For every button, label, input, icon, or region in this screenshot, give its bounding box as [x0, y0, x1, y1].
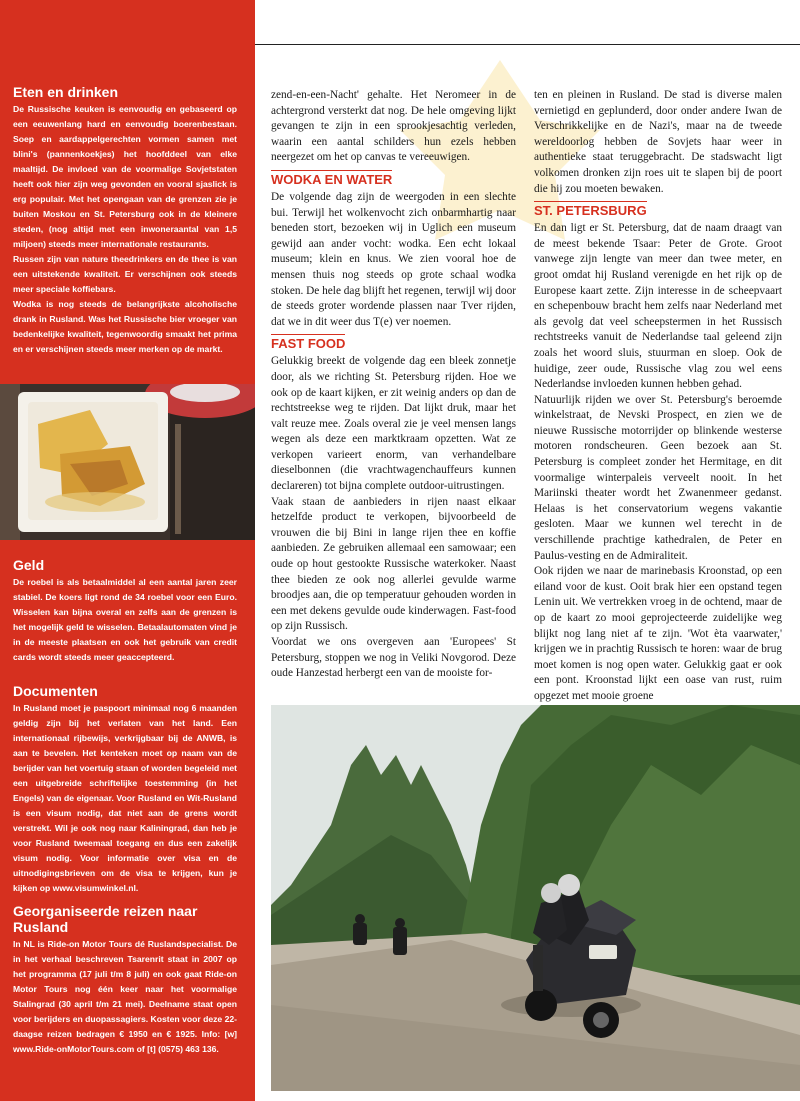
food-photo-illustration [0, 384, 255, 540]
food-photo [0, 384, 255, 540]
stp-paragraph-2: Natuurlijk rijden we over St. Petersburg's beroemde winkelstraat, de Nevski Prospect, en zien we de nieuwe Russische motorrijder op blinkende westerse motoren rondscheuren. Geen bezoek aan St. Petersburg is compleet zonder het Hermitage, en dit voormalige winterpaleis verveelt nooit. In het Mariinski theater wordt het Zwanenmeer gedanst. Helaas is het conservatorium wegens vakantie gesloten. Maar we kunnen wel terecht in de verschillende prachtige kathedralen, de Peter en Paulus-vesting en de Admiraliteit. [534, 393, 782, 562]
section-eten-en-drinken [13, 84, 237, 357]
fastfood-paragraph-3: Voordat we ons overgeven aan 'Europees' St Petersburg, stoppen we nog in Veliki Novgorod. Deze oude Hanzestad herbergt een van de mooiste for- [271, 636, 516, 680]
heading-georganiseerde-reizen: Georganiseerde reizen naar Rusland [13, 903, 198, 935]
section-geld [13, 557, 237, 665]
motorcycle-road-photo [271, 705, 800, 1091]
reizen-paragraph: In NL is Ride-on Motor Tours dé Ruslandspecialist. De in het verhaal beschreven Tsarenrit staat in 2007 op het programma (17 juli t/m 8 juli) en ook gaat Ride-on Motor Tours nog één keer naar het voormalige Stalingrad (30 april t/m 21 mei). Deelname staat open voor berijders en duopassagiers. Kosten voor deze 22-daagse reizen bedragen € 1950 en € 1925. Info: [w] www.Ride-onMotorTours.com of [t] (0575) 463 136. [13, 939, 237, 1054]
motorcycle-road-illustration [271, 705, 800, 1091]
fastfood-paragraph-1: Gelukkig breekt de volgende dag een bleek zonnetje door, als we richting St. Petersburg rijden. Hoe we ook op de kaart kijken, er zit weinig anders op dan de rechtstreekse weg te rijden. Dat lijkt druk, maar het valt reuze mee. Zoals overal zie je veel mensen langs wegen als deze een marktkraam opzetten. Wat ze verkopen varieert enorm, van verhandelbare dieselbonnen (die vrachtwagenchauffeurs kunnen declareren) tot bijna complete outdoor-uitrustingen. [271, 355, 516, 493]
heading-eten-en-drinken: Eten en drinken [13, 84, 119, 100]
heading-st-petersburg: ST. PETERSBURG [534, 203, 647, 219]
article-column-1 [271, 88, 516, 682]
sidebar [0, 0, 255, 1101]
stp-paragraph-1: En dan ligt er St. Petersburg, dat de naam draagt van de meest bekende Tsaar: Peter de Grote. Groot vanwege zijn lengte van meer dan twee meter, en groot omdat hij Rusland verenigde en het rijk op de Europese kaart zette. Zijn interesse in de scheepvaart en schepenbouw bracht hem zelfs naar Nederland met als gevolg dat veel scheepstermen in het Russisch rechtstreeks vanuit de Nederlandse taal geleend zijn zoals het woord sluis, stuurman en sloep. Ook de huidige, zeer oude, Russische vlag zou wel eens Nederlandse invloeden kunnen hebben gehad. [534, 222, 782, 391]
col1-intro-paragraph: zend-en-een-Nacht' gehalte. Het Neromeer in de achtergrond versterkt dat nog. De hele omgeving lijkt gevangen te zijn in een sprookjesachtig verleden, waarin een aantal schilders hun ezels hebben neergezet om het op canvas te vereeuwigen. [271, 89, 516, 164]
section-georganiseerde-reizen [13, 903, 237, 1057]
eten-paragraph-1: De Russische keuken is eenvoudig en gebaseerd op een eeuwenlang hard en eenvoudig boerenbestaan. Soep en aardappelgerechten vormen samen met blini's (pannenkoekjes) het hoofddeel van elke maaltijd. De invloed van de voormalige Sovjetstaten heeft ook hier zijn weg gevonden en vooral sjaslick is erg populair. Met het opengaan van de grenzen zie je buiten Moskou en St. Petersburg ook in de kleinere steden, (nog altijd met een inwoneraantal van 1,5 miljoen) steeds meer internationale restaurants. [13, 104, 237, 249]
stp-paragraph-3: Ook rijden we naar de marinebasis Kroonstad, op een eiland voor de kust. Ooit brak hier een opstand tegen Lenin uit. We vertrekken vroeg in de ochtend, maar de op de kaart zo mooi geprojecteerde zuidelijke weg blijkt nog lang niet af te zijn. 'Wot èta vaarwater,' krijgen we in prachtig Russisch te horen: waar de brug moet komen is nog open water. Gelukkig gaat er ook een pont. Kroonstad lijkt een oase van rust, ruim opgezet met mooie groene [534, 565, 782, 702]
article-column-2 [534, 88, 782, 705]
eten-paragraph-3: Wodka is nog steeds de belangrijkste alcoholische drank in Rusland. Was het Russische bier vroeger van bedenkelijke kwaliteit, tegenwoordig smaakt het prima en er verschijnen steeds meer merken op de markt. [13, 299, 237, 354]
documenten-paragraph: In Rusland moet je paspoort minimaal nog 6 maanden geldig zijn bij het verlaten van het land. Een internationaal rijbewijs, verkrijgbaar bij de ANWB, is aan te bevelen. Het kenteken moet op naam van de berijder van het voertuig staan of worden begeleid met een uitgebreide schriftelijke toestemming (in het Engels) van de eigenaar. Voor Rusland en Wit-Rusland is een visum nodig, dat niet aan de grens wordt verstrekt. Wil je ook nog naar Kaliningrad, dan heb je voor Rusland tweemaal toegang en dus een zakelijk visum nodig. Voor informatie over visa en de uitnodigingsbrieven om de visa te krijgen, kun je kijken op www.visumwinkel.nl. [13, 703, 237, 893]
geld-paragraph: De roebel is als betaalmiddel al een aantal jaren zeer stabiel. De koers ligt rond de 34 roebel voor een Euro. Wisselen kan bijna overal en zelfs aan de grenzen is het mogelijk geld te wisselen. Betaalautomaten vind je in de meeste plaatsen en ook het gebruik van credit cards wordt steeds meer geaccepteerd. [13, 577, 237, 662]
col2-intro-paragraph: ten en pleinen in Rusland. De stad is diverse malen vernietigd en geplunderd, door onder andere Iwan de Verschrikkelijke en de Nazi's, maar na de tweede wereldoorlog hebben de Sovjets haar weer in authentieke staat teruggebracht. De stadswacht ligt volkomen dronken zijn roes uit te slapen bij de poort die hij zou moeten bewaken. [534, 89, 782, 195]
fastfood-paragraph-2: Vaak staan de aanbieders in rijen naast elkaar hetzelfde product te verkopen, bijvoorbeeld de vrouwen die bij Bini in lange rijen thee en koffie aanbieden. Ze gebruiken allemaal een samowaar; een oude op hout gestookte Russische waterkoker. Naast thee bieden ze ook nog allerlei gevulde warme broodjes aan, die op temperatuur gehouden worden in een met dekens gevulde oude kinderwagen. Fast-food op zijn Russisch. [271, 495, 516, 633]
section-documenten [13, 683, 237, 896]
heading-geld: Geld [13, 557, 45, 573]
wodka-paragraph: De volgende dag zijn de weergoden in een slechte bui. Terwijl het wolkenvocht zich onbarmhartig naar beneden stort, bezoeken wij in Uglich een museum gewijd aan ander vocht: wodka. Een echt lokaal museum; klein en knus. We zien vooral hoe de mensen thuis nog steeds op grote schaal wodka stoken. De hele dag blijft het regenen, terwijl wij door de steeds groter wordende plassen naar Tver rijden, dat we in dit weer dus T(e) ver noemen. [271, 190, 517, 328]
heading-documenten: Documenten [13, 683, 98, 699]
top-rule [255, 44, 800, 45]
heading-wodka-en-water: WODKA EN WATER [271, 171, 393, 187]
heading-fast-food: FAST FOOD [271, 336, 346, 352]
eten-paragraph-2: Russen zijn van nature theedrinkers en de thee is van een uitstekende kwaliteit. Er verschijnen ook steeds meer speciale koffiebars. [13, 254, 237, 294]
